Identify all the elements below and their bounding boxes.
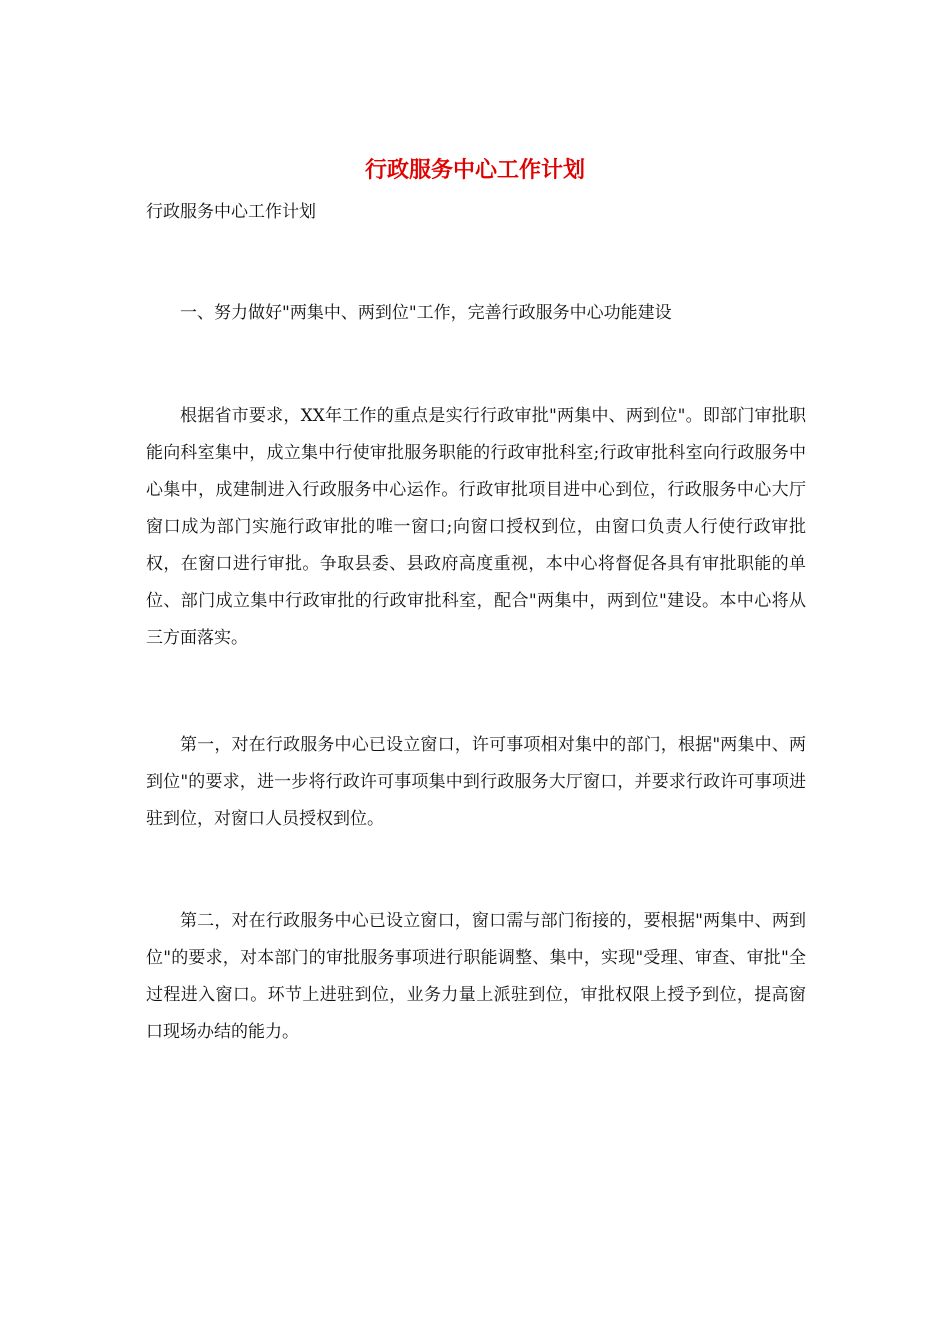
paragraph-requirements: 根据省市要求，XX年工作的重点是实行行政审批"两集中、两到位"。即部门审批职能向科室集中，成立集中行使审批服务职能的行政审批科室;行政审批科室向行政服务中心集中，成建制进入行政服务中心运作。行政审批项目进中心到位，行政服务中心大厅窗口成为部门实施行政审批的唯一窗口;向窗口授权到位，由窗口负责人行使行政审批权，在窗口进行审批。争取县委、县政府高度重视，本中心将督促各具有审批职能的单位、部门成立集中行政审批的行政审批科室，配合"两集中，两到位"建设。本中心将从三方面落实。	[146, 406, 806, 648]
section-heading: 一、努力做好"两集中、两到位"工作，完善行政服务中心功能建设	[180, 303, 672, 323]
document-title: 行政服务中心工作计划	[364, 157, 585, 183]
paragraph-second: 第二，对在行政服务中心已设立窗口，窗口需与部门衔接的，要根据"两集中、两到位"的要求，对本部门的审批服务事项进行职能调整、集中，实现"受理、审查、审批"全过程进入窗口。环节上进驻到位，业务力量上派驻到位，审批权限上授予到位，提高窗口现场办结的能力。	[146, 911, 806, 1042]
document-subtitle: 行政服务中心工作计划	[146, 202, 316, 222]
paragraph-first: 第一，对在行政服务中心已设立窗口，许可事项相对集中的部门，根据"两集中、两到位"的要求，进一步将行政许可事项集中到行政服务大厅窗口，并要求行政许可事项进驻到位，对窗口人员授权到位。	[146, 735, 806, 829]
